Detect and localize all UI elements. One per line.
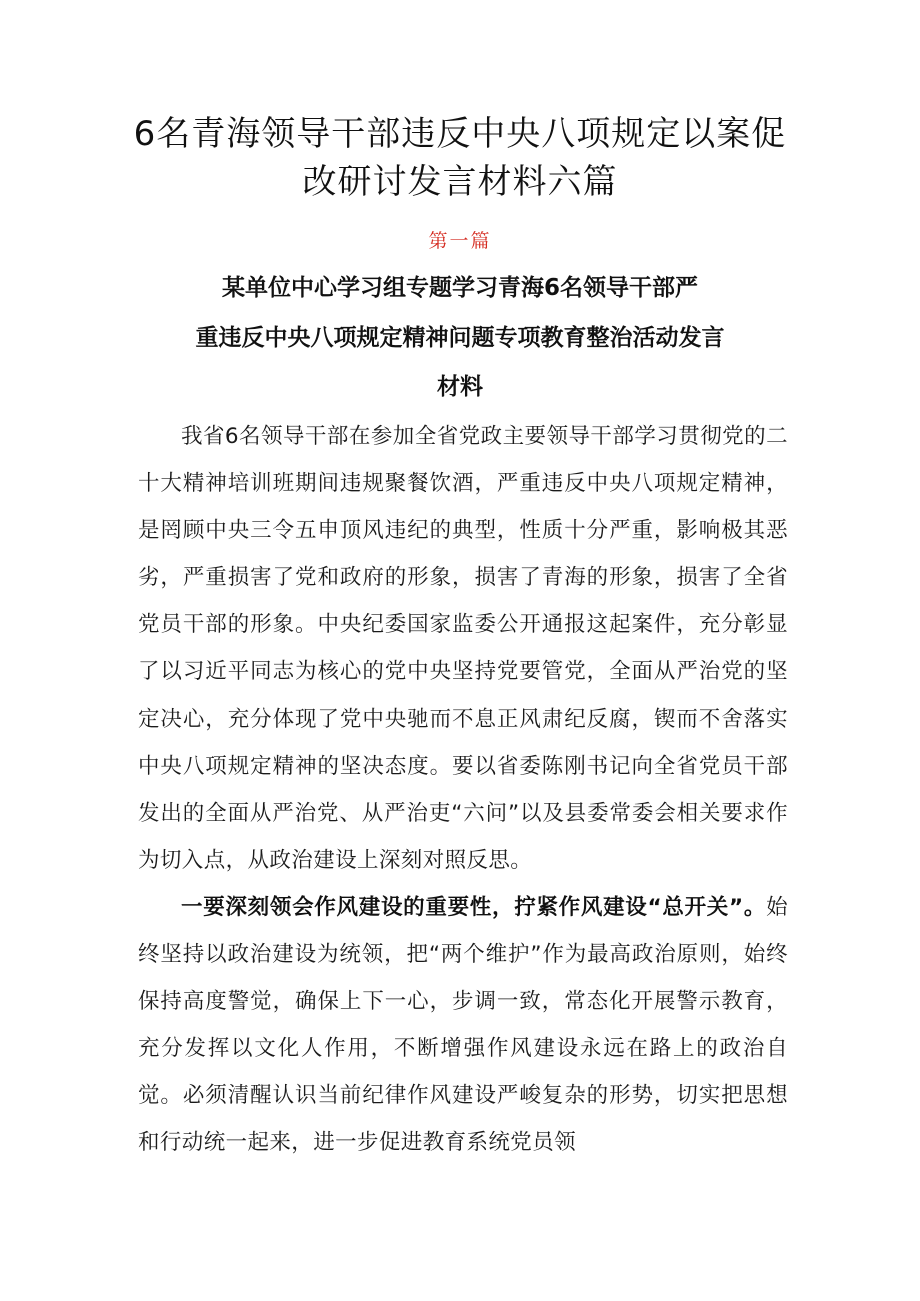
paragraph-2-body: 始终坚持以政治建设为统领，把“两个维护”作为最高政治原则，始终保持高度警觉，确保上下一心，步调一致，常态化开展警示教育，充分发挥以文化人作用，不断增强作风建设永远在路上的政治自觉。必须清醒认识当前纪律作风建设严峻复杂的形势，切实把思想和行动统一起来，进一步促进教育系统党员领 <box>138 895 788 1156</box>
body-paragraph-1: 我省6名领导干部在参加全省党政主要领导干部学习贯彻党的二十大精神培训班期间违规聚餐饮酒，严重违反中央八项规定精神，是罔顾中央三令五申顶风违纪的典型，性质十分严重，影响极其恶劣，严重损害了党和政府的形象，损害了青海的形象，损害了全省党员干部的形象。中央纪委国家监委公开通报这起案件，充分彰显了以习近平同志为核心的党中央坚持党要管党，全面从严治党的坚定决心，充分体现了党中央驰而不息正风肃纪反腐，锲而不舍落实中央八项规定精神的坚决态度。要以省委陈刚书记向全省党员干部发出的全面从严治党、从严治吏“六问”以及县委常委会相关要求作为切入点，从政治建设上深刻对照反思。 <box>138 424 788 873</box>
body-paragraph-2 <box>138 884 788 1167</box>
document-title-line-2: 改研讨发言材料六篇 <box>302 162 618 202</box>
subtitle-line-2: 重违反中央八项规定精神问题专项教育整治活动发言 <box>195 325 725 351</box>
paragraph-2-lead: 一要深刻领会作风建设的重要性，拧紧作风建设“总开关”。 <box>181 895 767 920</box>
document-title-line-1: 6名青海领导干部违反中央八项规定以案促 <box>133 114 787 154</box>
subtitle-line-3: 材料 <box>437 374 483 400</box>
subtitle-line-1: 某单位中心学习组专题学习青海6名领导干部严 <box>221 275 698 301</box>
part-label: 第一篇 <box>428 230 492 252</box>
